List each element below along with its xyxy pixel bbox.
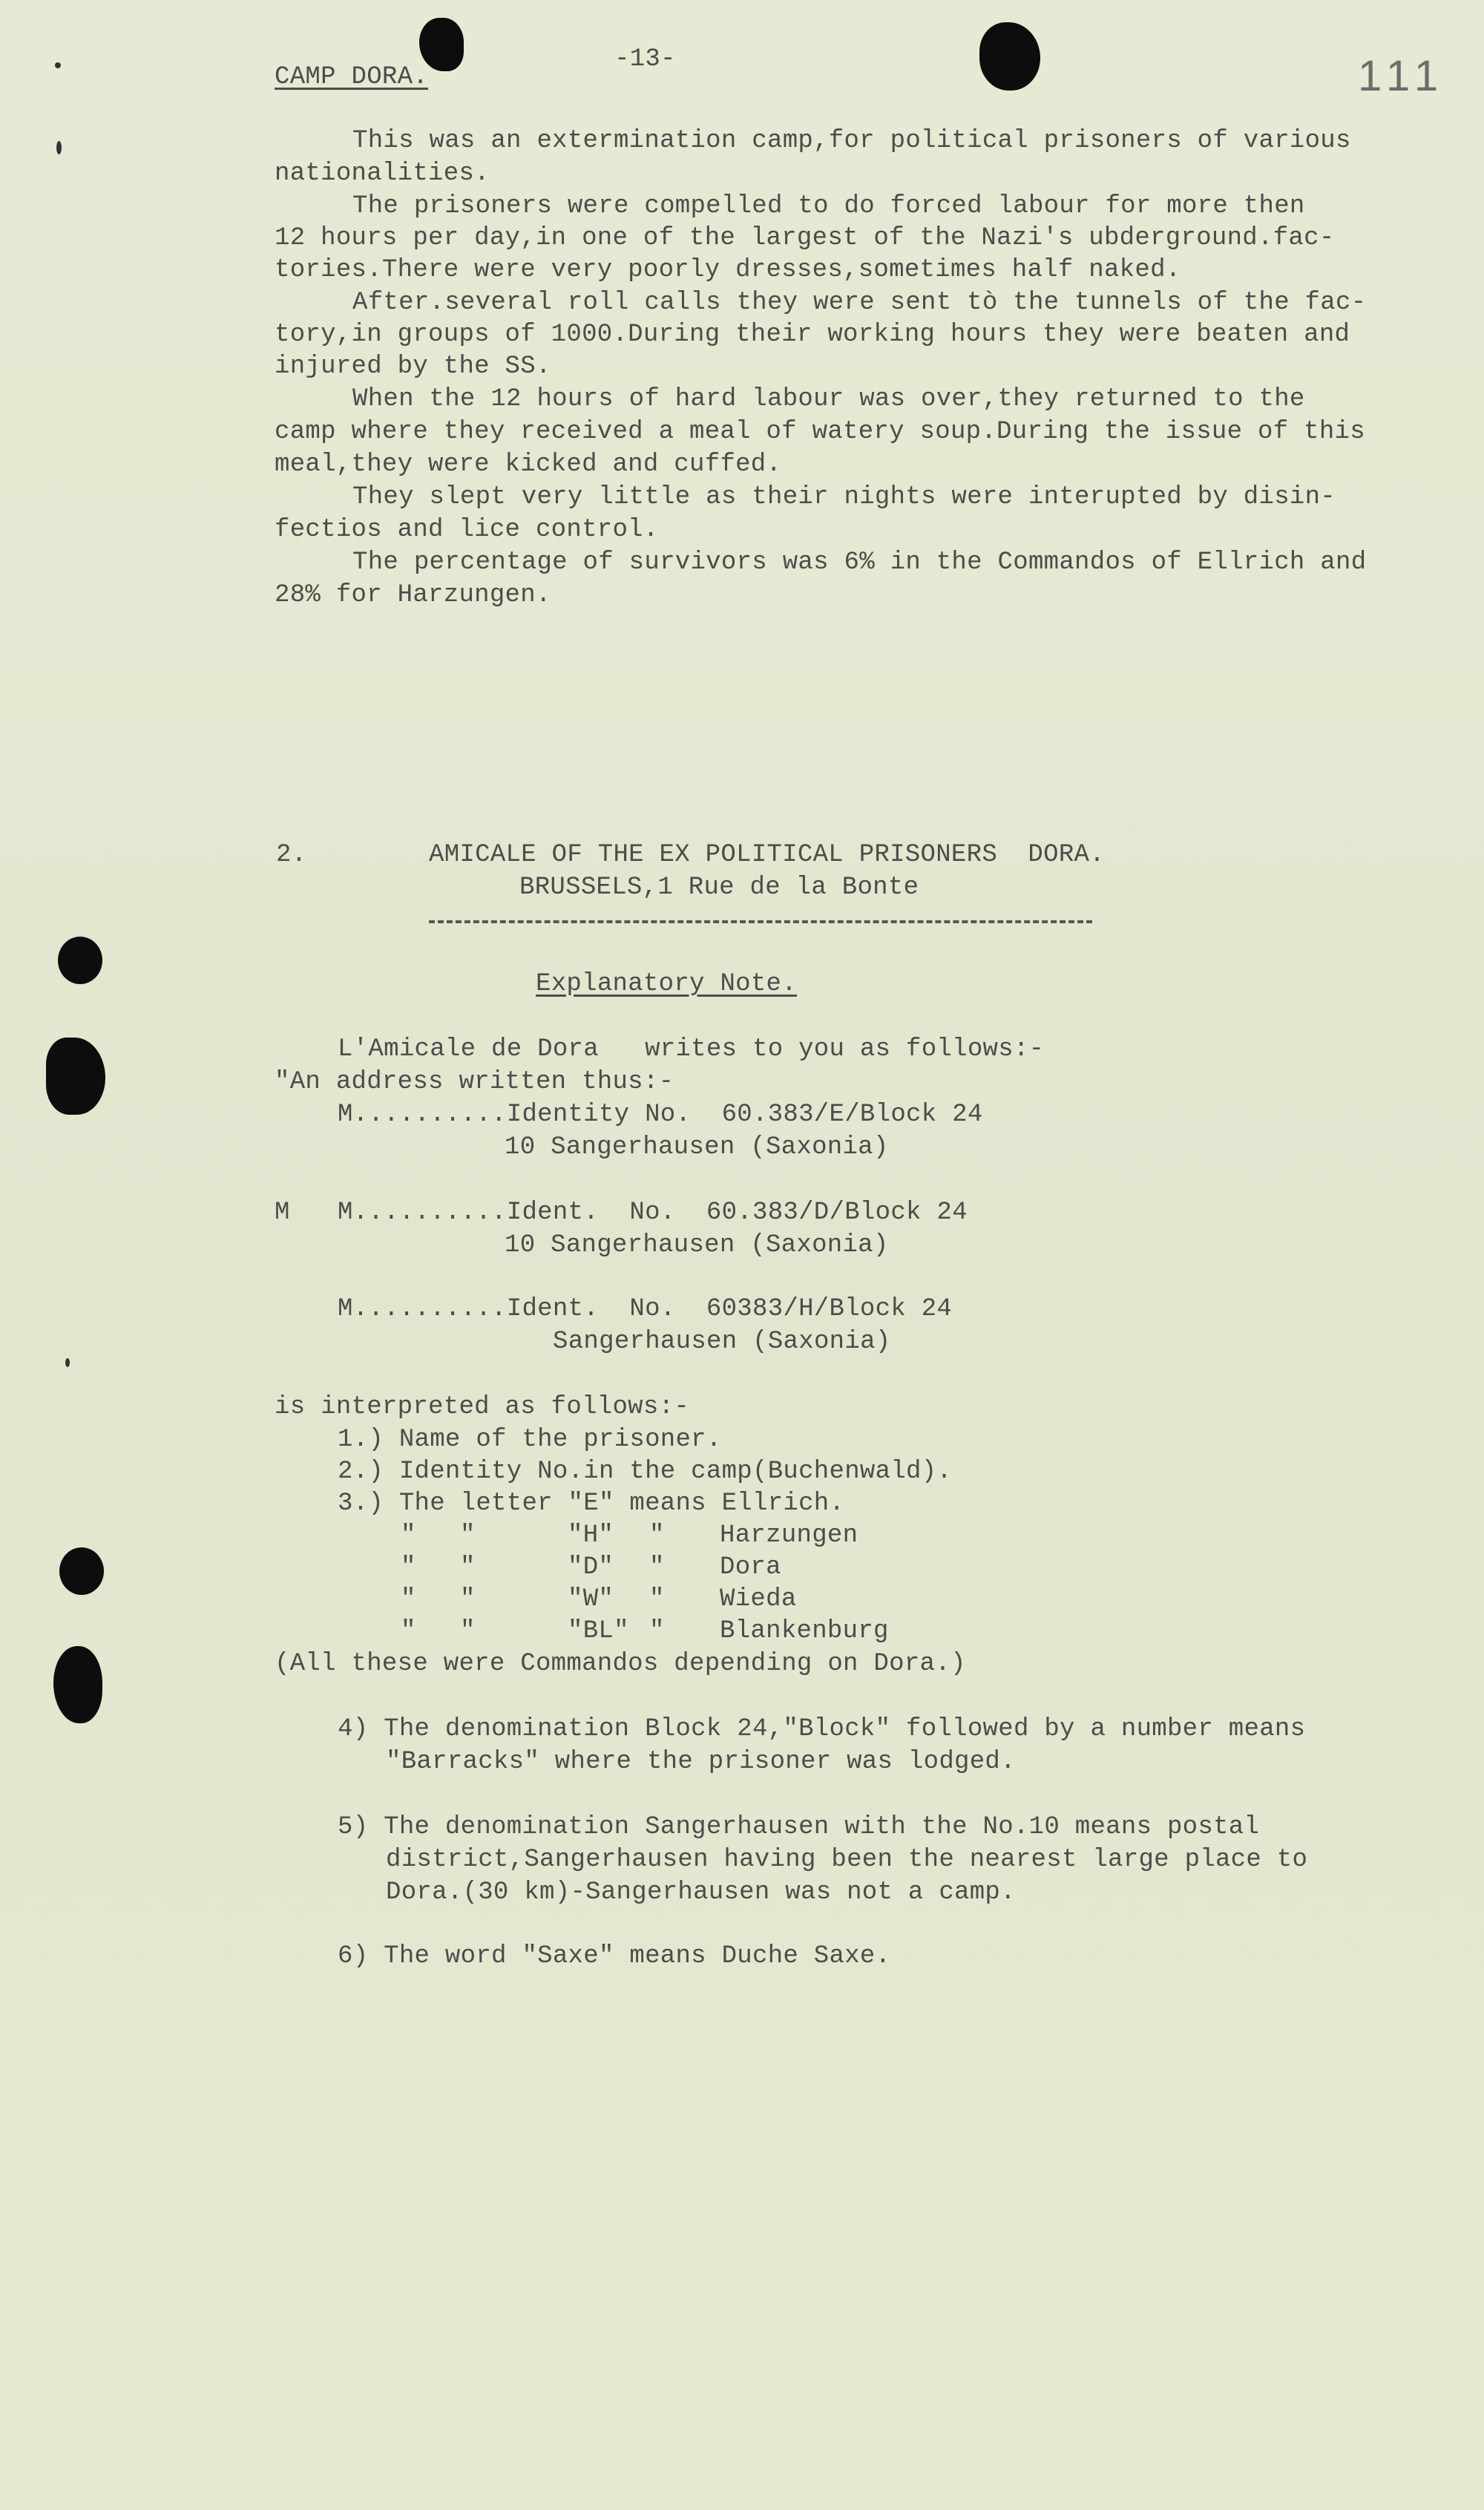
letter-code: "D"	[568, 1553, 614, 1582]
ditto-mark: "	[649, 1521, 665, 1550]
address-2-line2: 10 Sangerhausen (Saxonia)	[505, 1231, 889, 1259]
speck	[56, 141, 62, 154]
address-1-line1: M..........Identity No. 60.383/E/Block 24	[338, 1101, 983, 1129]
camp-line: They slept very little as their nights were interupted by disin-	[352, 483, 1336, 511]
ditto-mark: "	[401, 1521, 416, 1550]
interpreted-line: is interpreted as follows:-	[275, 1393, 689, 1421]
header-camp-title: CAMP DORA.	[275, 63, 429, 91]
punch-hole-left-2	[46, 1038, 105, 1115]
ditto-mark: "	[460, 1617, 476, 1645]
commando-name: Harzungen	[720, 1521, 858, 1550]
point-5-line: Dora.(30 km)-Sangerhausen was not a camp.	[386, 1878, 1016, 1907]
punch-hole-left-1	[58, 937, 102, 984]
camp-line: tory,in groups of 1000.During their working hours they were beaten and	[275, 321, 1350, 349]
camp-line: nationalities.	[275, 160, 490, 188]
speck	[55, 62, 61, 68]
point-3: 3.) The letter "E" means Ellrich.	[338, 1490, 845, 1518]
address-3-line1: M..........Ident. No. 60383/H/Block 24	[338, 1295, 953, 1323]
section-number: 2.	[276, 841, 307, 869]
point-4-line: "Barracks" where the prisoner was lodged.	[386, 1748, 1016, 1776]
org-name: AMICALE OF THE EX POLITICAL PRISONERS DORA.	[429, 841, 1105, 869]
point-6: 6) The word "Saxe" means Duche Saxe.	[338, 1942, 891, 1970]
point-1: 1.) Name of the prisoner.	[338, 1426, 722, 1454]
ditto-mark: "	[460, 1553, 476, 1582]
camp-line: The prisoners were compelled to do forced labour for more then	[352, 192, 1305, 220]
point-4-line: 4) The denomination Block 24,"Block" followed by a number means	[338, 1715, 1306, 1743]
point-2: 2.) Identity No.in the camp(Buchenwald).	[338, 1458, 953, 1486]
punch-hole-top-2	[979, 22, 1040, 91]
speck	[65, 1358, 70, 1367]
divider-dashes	[429, 920, 1092, 923]
ditto-mark: "	[460, 1521, 476, 1550]
camp-line: injured by the SS.	[275, 353, 551, 381]
address-1-line2: 10 Sangerhausen (Saxonia)	[505, 1133, 889, 1161]
point-5-line: 5) The denomination Sangerhausen with the No.10 means postal	[338, 1813, 1260, 1841]
address-2-line1: M..........Ident. No. 60.383/D/Block 24	[338, 1199, 968, 1227]
address-2-prefix: M	[275, 1199, 290, 1227]
ditto-mark: "	[401, 1553, 416, 1582]
camp-line: tories.There were very poorly dresses,sometimes half naked.	[275, 256, 1181, 284]
camp-line: After.several roll calls they were sent tò the tunnels of the fac-	[352, 289, 1367, 317]
section-heading: Explanatory Note.	[536, 970, 797, 998]
commando-name: Dora	[720, 1553, 781, 1582]
commandos-note: (All these were Commandos depending on Dora.)	[275, 1650, 966, 1678]
intro-line: L'Amicale de Dora writes to you as follows:-	[338, 1035, 1045, 1064]
address-3-line2: Sangerhausen (Saxonia)	[553, 1328, 891, 1356]
punch-hole-left-4	[53, 1646, 102, 1723]
ditto-mark: "	[649, 1585, 665, 1613]
point-5-line: district,Sangerhausen having been the nearest large place to	[386, 1846, 1308, 1874]
ditto-mark: "	[401, 1617, 416, 1645]
ditto-mark: "	[460, 1585, 476, 1613]
camp-line: This was an extermination camp,for political prisoners of various	[352, 127, 1351, 155]
letter-code: "BL"	[568, 1617, 629, 1645]
camp-line: meal,they were kicked and cuffed.	[275, 450, 782, 479]
camp-line: fectios and lice control.	[275, 516, 659, 544]
commando-name: Wieda	[720, 1585, 797, 1613]
ditto-mark: "	[401, 1585, 416, 1613]
org-address: BRUSSELS,1 Rue de la Bonte	[519, 874, 919, 902]
letter-code: "H"	[568, 1521, 614, 1550]
camp-line: When the 12 hours of hard labour was over,they returned to the	[352, 385, 1305, 413]
page-number: -13-	[614, 45, 676, 73]
ditto-mark: "	[649, 1553, 665, 1582]
camp-line: 12 hours per day,in one of the largest of the Nazi's ubderground.fac-	[275, 224, 1335, 252]
commando-name: Blankenburg	[720, 1617, 889, 1645]
camp-line: camp where they received a meal of watery soup.During the issue of this	[275, 418, 1365, 446]
ditto-mark: "	[649, 1617, 665, 1645]
punch-hole-left-3	[59, 1547, 104, 1595]
intro-line: "An address written thus:-	[275, 1068, 674, 1096]
camp-line: The percentage of survivors was 6% in the Commandos of Ellrich and	[352, 548, 1367, 577]
folio-number: 111	[1358, 52, 1446, 100]
camp-line: 28% for Harzungen.	[275, 581, 551, 609]
letter-code: "W"	[568, 1585, 614, 1613]
